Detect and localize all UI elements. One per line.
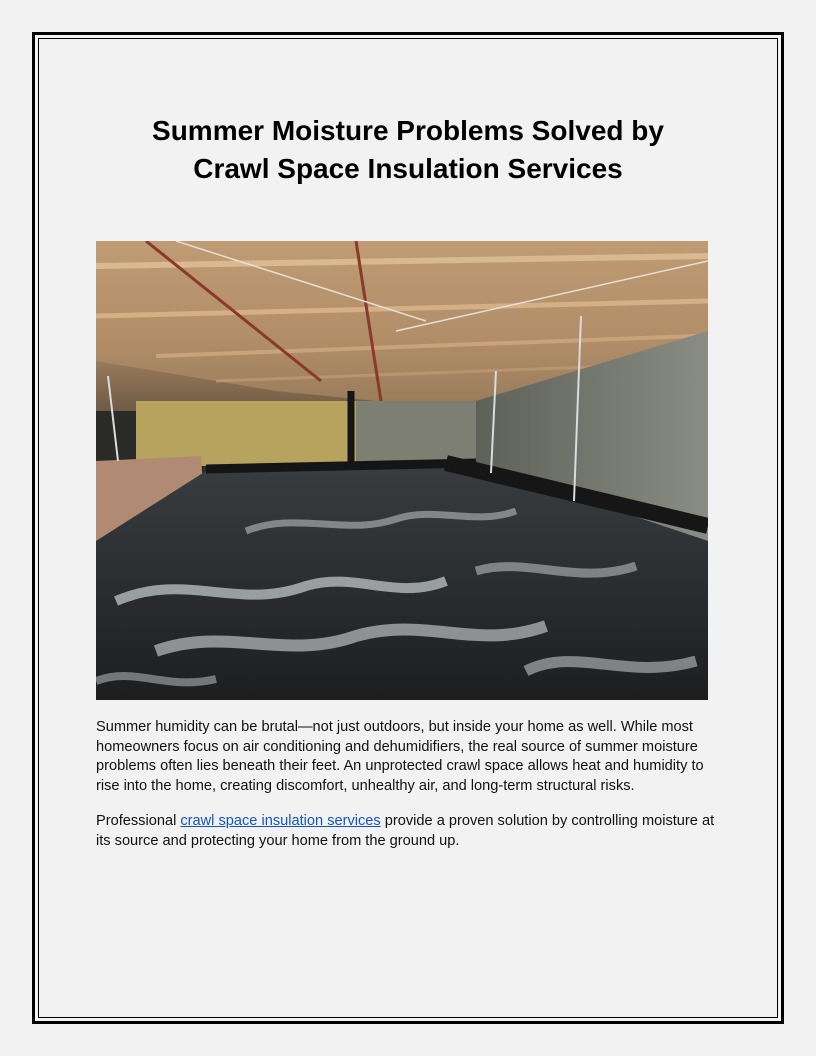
document-title (96, 112, 720, 188)
solution-paragraph (96, 812, 726, 851)
intro-paragraph: Summer humidity can be brutal—not just outdoors, but inside your home as well. While most homeowners focus on air conditioning and dehumidifiers, the real source of summer moisture problems often lies beneath their feet. An unprotected crawl space allows heat and humidity to rise into the home, creating discomfort, unhealthy air, and long-term structural risks. (96, 719, 704, 794)
crawl-space-insulation-link[interactable]: crawl space insulation services (180, 813, 381, 829)
crawl-space-photo (96, 241, 708, 700)
title-line-2: Crawl Space Insulation Services (193, 153, 623, 184)
title-line-1: Summer Moisture Problems Solved by (152, 115, 664, 146)
solution-suffix: provide a proven solution by controlling moisture at its source and protecting your home from the ground up. (96, 813, 715, 849)
solution-prefix: Professional (96, 813, 181, 829)
